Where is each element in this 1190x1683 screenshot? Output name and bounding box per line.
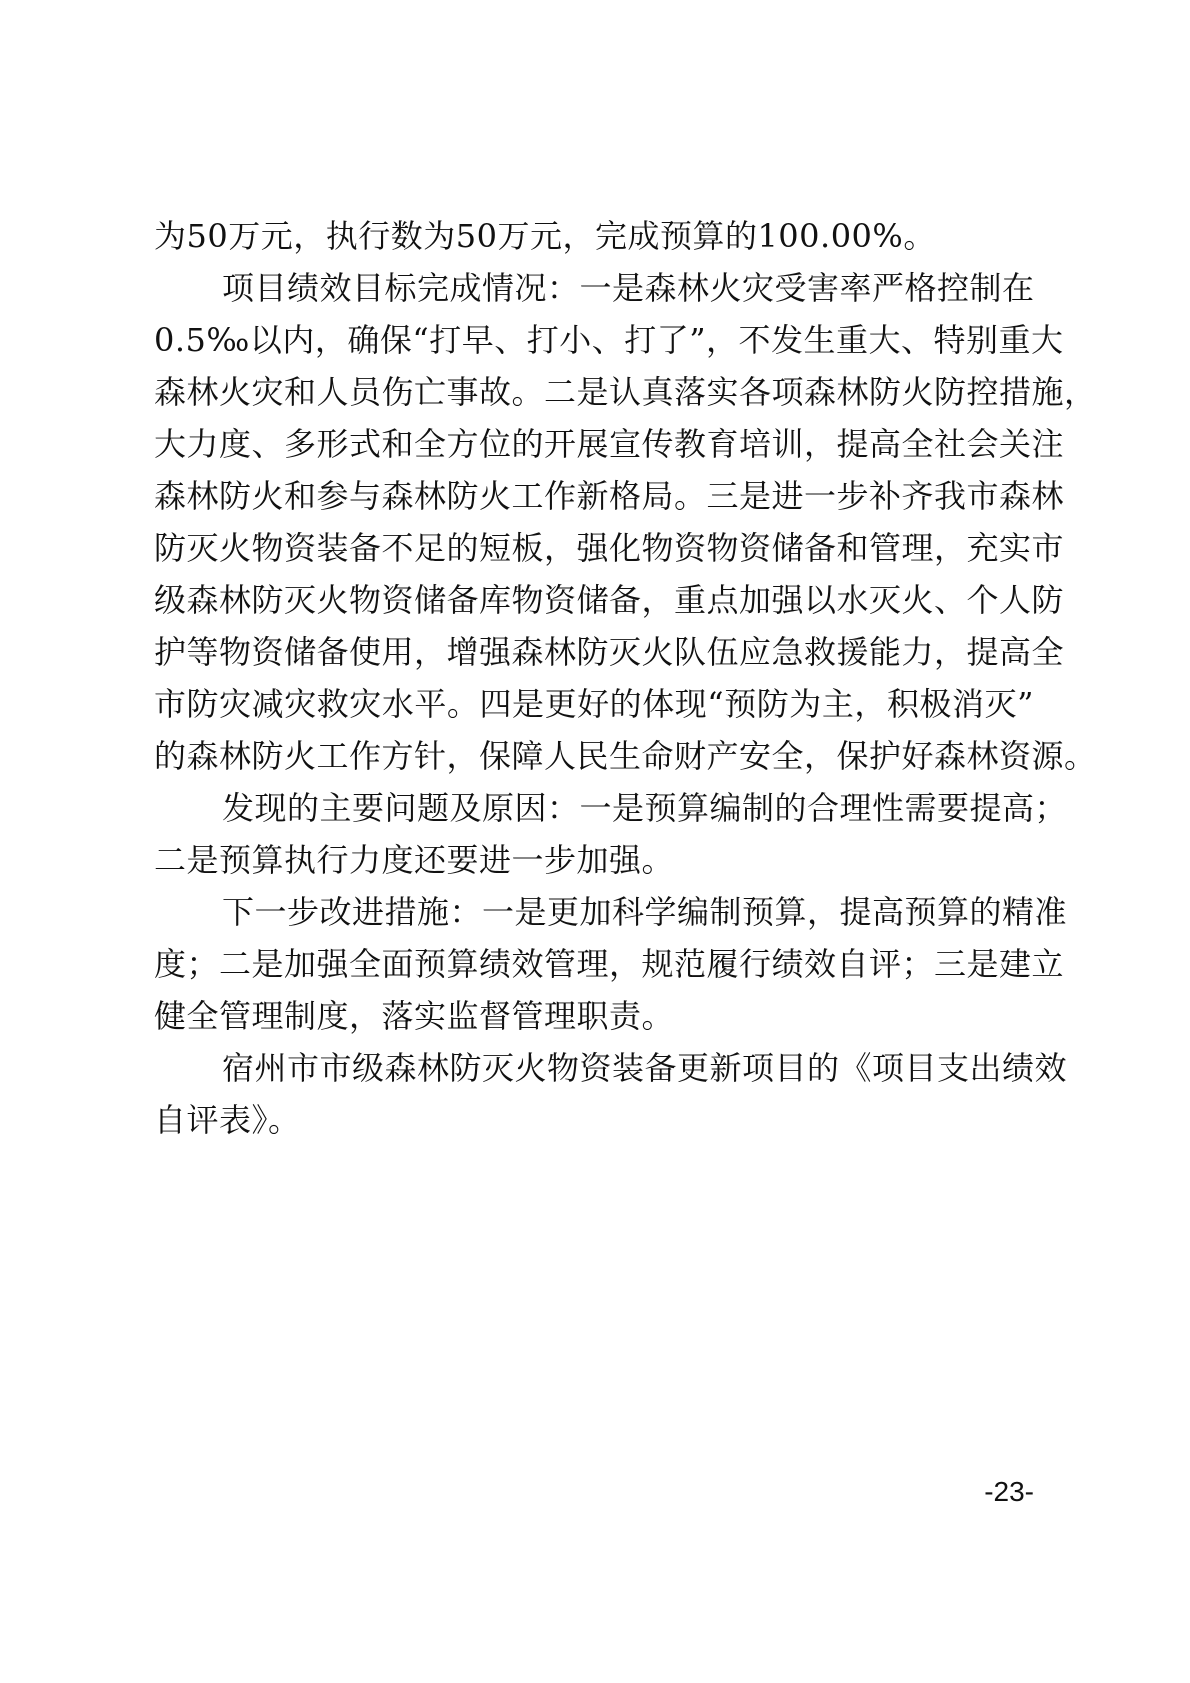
paragraph-start-line: 宿州市市级森林防灭火物资装备更新项目的《项目支出绩效 (222, 1049, 1068, 1087)
text-line: 为50万元，执行数为50万元，完成预算的100.00%。 (154, 217, 936, 255)
text-line: 的森林防火工作方针，保障人民生命财产安全，保护好森林资源。 (154, 737, 1097, 775)
text-line: 森林火灾和人员伤亡事故。二是认真落实各项森林防火防控措施， (154, 373, 1097, 411)
paragraph-start-line: 下一步改进措施：一是更加科学编制预算，提高预算的精准 (222, 893, 1068, 931)
text-line: 二是预算执行力度还要进一步加强。 (154, 841, 675, 879)
text-line: 市防灾减灾救灾水平。四是更好的体现“预防为主，积极消灭” (154, 685, 1034, 723)
paragraph-start-line: 项目绩效目标完成情况：一是森林火灾受害率严格控制在 (222, 269, 1035, 307)
text-line: 度；二是加强全面预算绩效管理，规范履行绩效自评；三是建立 (154, 945, 1065, 983)
page-number: -23- (984, 1476, 1034, 1507)
paragraph-start-line: 发现的主要问题及原因：一是预算编制的合理性需要提高； (222, 789, 1068, 827)
text-line: 防灭火物资装备不足的短板，强化物资物资储备和管理，充实市 (154, 529, 1065, 567)
text-line: 级森林防灭火物资储备库物资储备，重点加强以水灭火、个人防 (154, 581, 1065, 619)
text-line: 自评表》。 (154, 1101, 301, 1139)
text-line: 大力度、多形式和全方位的开展宣传教育培训，提高全社会关注 (154, 425, 1065, 463)
text-line: 健全管理制度，落实监督管理职责。 (154, 997, 675, 1035)
text-line: 0.5‰以内，确保“打早、打小、打了”，不发生重大、特别重大 (154, 321, 1064, 359)
text-line: 护等物资储备使用，增强森林防灭火队伍应急救援能力，提高全 (154, 633, 1065, 671)
text-line: 森林防火和参与森林防火工作新格局。三是进一步补齐我市森林 (154, 477, 1065, 515)
